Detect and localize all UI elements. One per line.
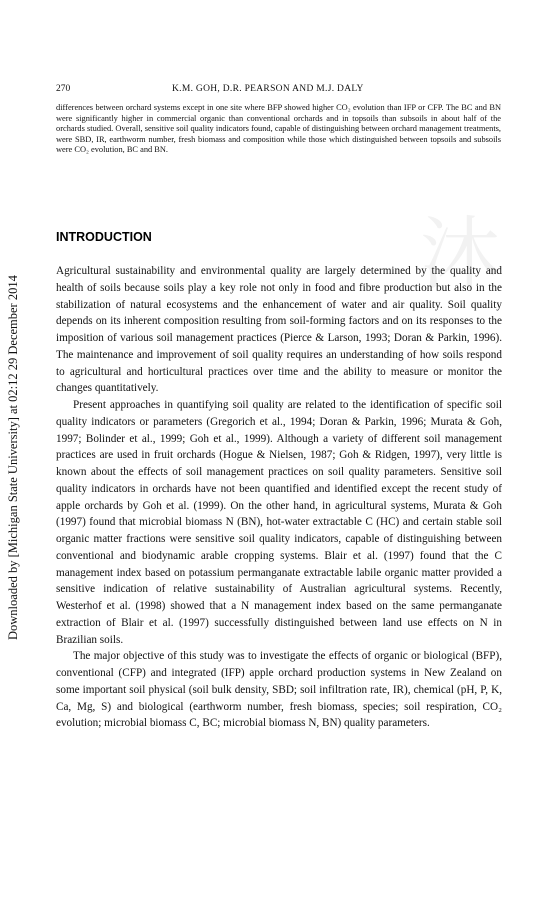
paragraph: Agricultural sustainability and environmental quality are largely determined by the quality and health of soils because soils play a key role not only in food and fibre production but also in the stabilization of natural ecosystems and the enhancement of water and air quality. Soil quality depends on its inherent composition resulting from soil-forming factors and on its responses to the imposition of various soil management practices (Pierce & Larson, 1993; Doran & Parkin, 1996). The maintenance and improvement of soil quality requires an understanding of how soils respond to agricultural and horticultural practices over time and the ability to measure or monitor the changes quantitatively.	[56, 265, 502, 395]
running-head: K.M. GOH, D.R. PEARSON AND M.J. DALY	[172, 84, 364, 94]
download-notice: Downloaded by [Michigan State University] at 02:12 29 December 2014	[6, 275, 20, 640]
watermark-logo: 沐	[420, 208, 500, 301]
section-heading: INTRODUCTION	[56, 230, 152, 244]
section-body	[56, 263, 502, 732]
paragraph: Present approaches in quantifying soil quality are related to the identification of specific soil quality indicators or parameters (Gregorich et al., 1994; Doran & Parkin, 1996; Murata & Goh, 1997; Bolinder et al., 1999; Goh et al., 1999). Although a variety of different soil management practices are used in fruit orchards (Hogue & Nielsen, 1987; Goh & Ridgen, 1997), very little is known about the effects of soil management practices on soil quality parameters. Sensitive soil quality indicators in orchards have not been quantified and identified except the recent study of apple orchards by Goh et al. (1999). On the other hand, in agricultural systems, Murata & Goh (1997) found that microbial biomass N (BN), hot-water extractable C (HC) and certain stable soil organic matter fractions were sensitive soil quality indicators, capable of distinguishing between conventional and biodynamic arable cropping systems. Blair et al. (1997) found that the C management index based on potassium permanganate extractable labile organic matter provided a sensitive indication of relative sustainability of Australian agricultural systems. Recently, Westerhof et al. (1998) showed that a N management index based on the same permanganate extraction of Blair et al. (1997) successfully distinguished between land use effects on N in Brazilian soils.	[56, 399, 502, 646]
abstract-continuation: differences between orchard systems except in one site where BFP showed higher CO₂ evolution than IFP or CFP. The BC and BN were significantly higher in commercial organic than conventional orchards and in topsoils than subsoils in about half of the orchards studied. Overall, sensitive soil quality indicators found, capable of distinguishing between orchard management treatments, were SBD, IR, earthworm number, fresh biomass and composition while those which distinguished between topsoils and subsoils were CO₂ evolution, BC and BN.	[56, 103, 501, 155]
paragraph: The major objective of this study was to investigate the effects of organic or biological (BFP), conventional (CFP) and integrated (IFP) apple orchard production systems in New Zealand on some important soil physical (soil bulk density, SBD; soil infiltration rate, IR), chemical (pH, P, K, Ca, Mg, S) and biological (earthworm number, fresh biomass, species; soil respiration, CO₂ evolution; microbial biomass C, BC; microbial biomass N, BN) quality parameters.	[56, 650, 502, 730]
page-number: 270	[56, 84, 71, 94]
